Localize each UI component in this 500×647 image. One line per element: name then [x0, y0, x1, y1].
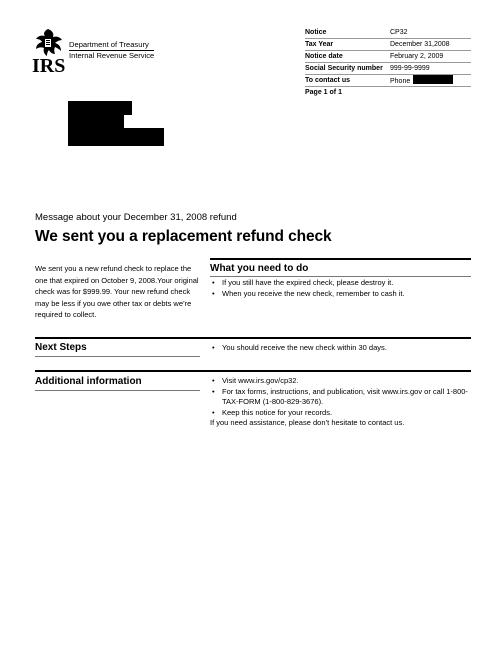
contact-value: Phone	[390, 78, 411, 85]
tax-year-label: Tax Year	[305, 41, 334, 48]
tax-year-row	[305, 39, 471, 51]
list-item: • You should receive the new check within 30 days.	[222, 343, 477, 354]
page-title: We sent you a replacement refund check	[35, 228, 332, 245]
additional-info-heading: Additional information	[35, 376, 142, 387]
additional-info-list	[212, 376, 477, 418]
ssn-value: 999-99-9999	[390, 65, 430, 72]
section-divider	[35, 337, 471, 339]
section-divider	[210, 258, 471, 260]
list-item: • Keep this notice for your records.	[222, 408, 477, 419]
section-subdivider	[35, 390, 200, 391]
logo-text: IRS	[32, 55, 66, 77]
irs-logo	[32, 27, 66, 79]
message-subheading: Message about your December 31, 2008 refund	[35, 212, 237, 223]
next-steps-heading: Next Steps	[35, 342, 87, 353]
what-to-do-list	[212, 278, 477, 299]
intro-paragraph: We sent you a new refund check to replace the one that expired on October 9, 2008.Your original check was for $999.99. Your new refund check may be less if you owe other tax or debts we’re required to collect.	[35, 264, 199, 320]
notice-date-row	[305, 51, 471, 63]
notice-row	[305, 27, 471, 39]
notice-date-value: February 2, 2009	[390, 53, 444, 60]
list-item: • If you still have the expired check, please destroy it.	[222, 278, 477, 289]
address-redaction	[68, 101, 132, 115]
list-item: • Visit www.irs.gov/cp32.	[222, 376, 477, 387]
section-divider	[35, 370, 471, 372]
ssn-label: Social Security number	[305, 65, 383, 72]
address-redaction	[68, 128, 164, 146]
phone-redaction	[413, 75, 453, 84]
agency-line-1: Department of Treasury	[69, 40, 149, 49]
agency-line-2: Internal Revenue Service	[69, 51, 155, 60]
notice-info-table	[305, 27, 471, 98]
ssn-row	[305, 63, 471, 75]
section-subdivider	[210, 276, 471, 277]
list-item: • For tax forms, instructions, and publication, visit www.irs.gov or call 1-800-TAX-FORM (1-800-829-3676).	[222, 387, 477, 408]
agency-block	[69, 40, 154, 61]
notice-date-label: Notice date	[305, 53, 343, 60]
tax-year-value: December 31,2008	[390, 41, 450, 48]
notice-label: Notice	[305, 29, 327, 36]
notice-value: CP32	[390, 29, 408, 36]
next-steps-list	[212, 343, 477, 354]
contact-label: To contact us	[305, 77, 350, 84]
section-subdivider	[35, 356, 200, 357]
assistance-note: If you need assistance, please don’t hesitate to contact us.	[210, 418, 405, 427]
contact-row	[305, 75, 471, 87]
what-to-do-heading: What you need to do	[210, 263, 309, 274]
list-item: • When you receive the new check, remember to cash it.	[222, 289, 477, 300]
address-redaction	[68, 114, 124, 129]
page-indicator: Page 1 of 1	[305, 89, 342, 96]
